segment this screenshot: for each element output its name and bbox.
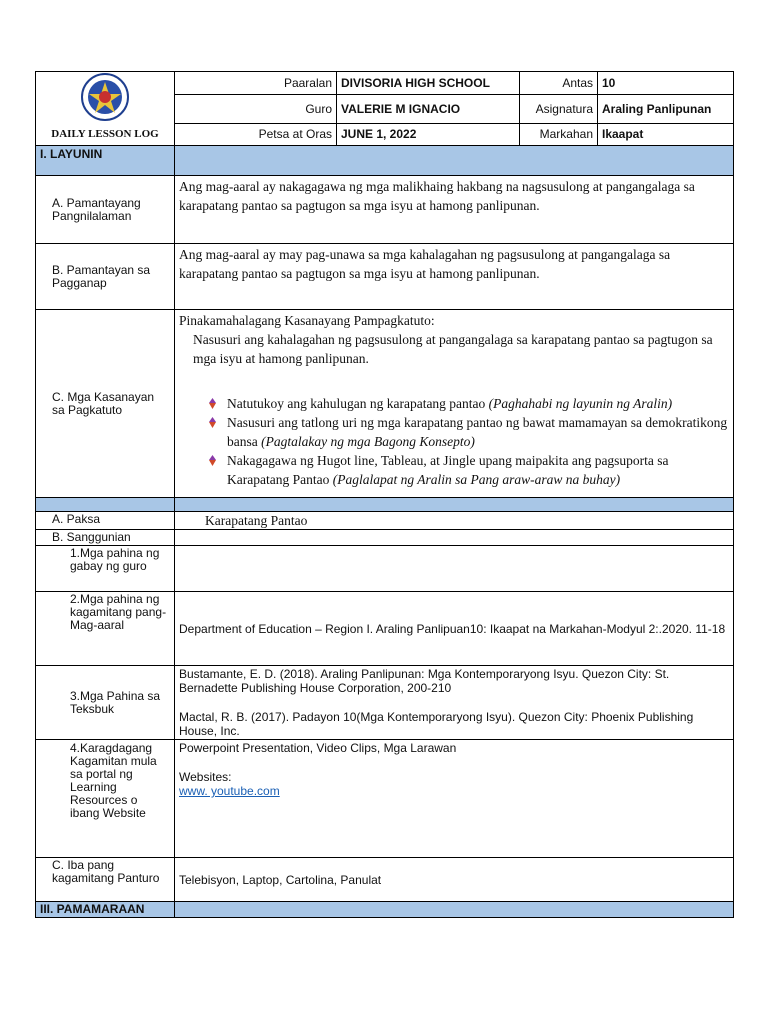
competency-item — [207, 413, 729, 451]
bullet-arrow-icon — [207, 455, 218, 466]
markahan-label: Markahan — [520, 123, 598, 145]
paksa-label: A. Paksa — [36, 512, 175, 530]
logo-cell — [36, 72, 175, 146]
karagdagang-label: 4.Karagdagang Kagamitan mula sa portal ng Learning Resources o ibang Website — [36, 740, 175, 858]
markahan-value: Ikaapat — [598, 123, 734, 145]
asignatura-value: Araling Panlipunan — [598, 95, 734, 123]
competency-text: Nasusuri ang tatlong uri ng mga karapatang pantao ng bawat mamamayan sa demokratikong bansa — [227, 415, 728, 449]
teksbuk-reference: Bustamante, E. D. (2018). Araling Panlipunan: Mga Kontemporaryong Isyu. Quezon City: St. Bernadette Publishing House Corporation, 200-210 — [179, 667, 670, 695]
kagamitan-value: Department of Education – Region I. Araling Panlipuan10: Ikaapat na Markahan-Modyul 2:.2020. 11-18 — [175, 592, 734, 666]
guro-value: VALERIE M IGNACIO — [337, 95, 520, 123]
sanggunian-label: B. Sanggunian — [36, 530, 175, 546]
kasanayan-cell — [175, 310, 734, 498]
competency-text: Nakagagawa ng Hugot line, Tableau, at Jingle upang maipakita ang pagsuporta sa Karapatang Pantao — [227, 453, 669, 487]
petsa-value: JUNE 1, 2022 — [337, 123, 520, 145]
paaralan-value: DIVISORIA HIGH SCHOOL — [337, 72, 520, 95]
teksbuk-reference: Mactal, R. B. (2017). Padayon 10(Mga Kontemporaryong Isyu). Quezon City: Phoenix Publishing House, Inc. — [179, 710, 694, 738]
iba-pang-kagamitan-value: Telebisyon, Laptop, Cartolina, Panulat — [175, 858, 734, 902]
lesson-log-table — [35, 71, 734, 918]
teksbuk-cell — [175, 666, 734, 740]
doc-title: DAILY LESSON LOG — [51, 128, 159, 140]
antas-label: Antas — [520, 72, 598, 95]
karagdagang-value: Powerpoint Presentation, Video Clips, Mga Larawan — [179, 741, 457, 755]
pamantayang-pangnilalaman-text: Ang mag-aaral ay nakagagawa ng mga malikhaing hakbang na nagsusulong at pangangalaga sa karapatang pantao sa pagtugon sa mga isyu at hamong panlipunan. — [175, 176, 734, 244]
gabay-label: 1.Mga pahina ng gabay ng guro — [36, 546, 175, 592]
daily-lesson-log — [35, 71, 733, 918]
websites-label: Websites: — [179, 770, 232, 784]
youtube-link[interactable]: www. youtube.com — [179, 784, 280, 798]
kasanayan-intro: Pinakamahalagang Kasanayang Pampagkatuto: — [179, 313, 435, 328]
layunin-heading: I. LAYUNIN — [36, 146, 175, 176]
competency-item — [207, 451, 729, 489]
teksbuk-label: 3.Mga Pahina sa Teksbuk — [36, 666, 175, 740]
competency-list — [179, 394, 729, 489]
petsa-label: Petsa at Oras — [175, 123, 337, 145]
bullet-arrow-icon — [207, 417, 218, 428]
pamantayan-sa-pagganap-text: Ang mag-aaral ay may pag-unawa sa mga kahalagahan ng pagsusulong at pangangalaga sa karapatang pantao sa pagtugon sa mga isyu at hamong panlipunan. — [175, 244, 734, 310]
asignatura-label: Asignatura — [520, 95, 598, 123]
paksa-value: Karapatang Pantao — [175, 512, 734, 530]
kagamitan-label: 2.Mga pahina ng kagamitang pang- Mag-aaral — [36, 592, 175, 666]
karagdagang-cell — [175, 740, 734, 858]
competency-text: Natutukoy ang kahulugan ng karapatang pantao — [227, 396, 489, 411]
bullet-arrow-icon — [207, 398, 218, 409]
antas-value: 10 — [598, 72, 734, 95]
competency-note: (Paglalapat ng Aralin sa Pang araw-araw na buhay) — [332, 472, 621, 487]
paaralan-label: Paaralan — [175, 72, 337, 95]
pamamaraan-heading: III. PAMAMARAAN — [36, 902, 175, 918]
kasanayan-label: C. Mga Kasanayan sa Pagkatuto — [36, 310, 175, 498]
iba-pang-kagamitan-label: C. Iba pang kagamitang Panturo — [36, 858, 175, 902]
competency-item — [207, 394, 729, 413]
pamantayang-pangnilalaman-label: A. Pamantayang Pangnilalaman — [36, 176, 175, 244]
pamantayan-sa-pagganap-label: B. Pamantayan sa Pagganap — [36, 244, 175, 310]
competency-note: (Paghahabi ng layunin ng Aralin) — [488, 396, 673, 411]
guro-label: Guro — [175, 95, 337, 123]
competency-note: (Pagtalakay ng mga Bagong Konsepto) — [261, 434, 475, 449]
deped-seal-logo — [81, 73, 129, 121]
kasanayan-main: Nasusuri ang kahalagahan ng pagsusulong at pangangalaga sa karapatang pantao sa pagtugon sa mga isyu at hamong panlipunan. — [193, 332, 713, 366]
